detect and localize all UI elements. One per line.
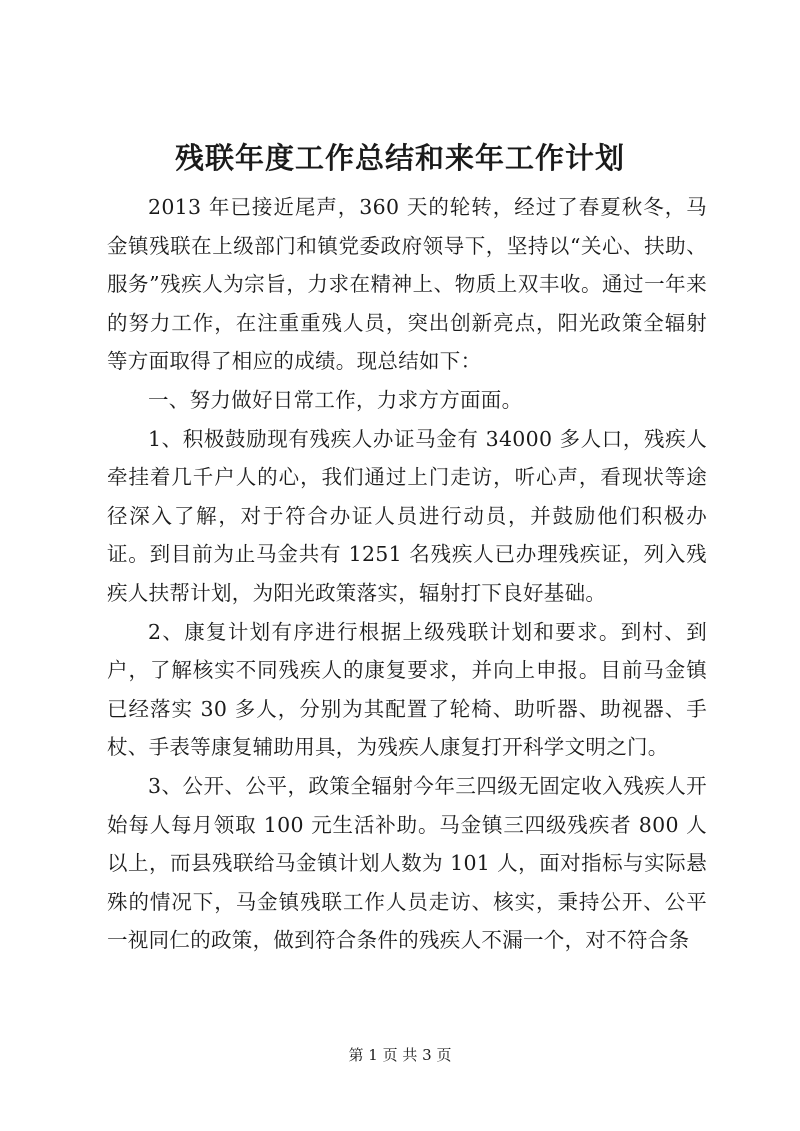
paragraph-section-heading: 一、努力做好日常工作，力求方方面面。	[148, 387, 523, 412]
document-title: 残联年度工作总结和来年工作计划	[174, 141, 625, 175]
paragraph-item-2: 2、康复计划有序进行根据上级残联计划和要求。到村、到户，了解核实不同残疾人的康复要求，并向上申报。目前马金镇已经落实 30 多人，分别为其配置了轮椅、助听器、助视器、手杖、手表等康复辅助用具，为残疾人康复打开科学文明之门。	[107, 619, 707, 760]
paragraph-item-3: 3、公开、公平，政策全辐射今年三四级无固定收入残疾人开始每人每月领取 100 元生活补助。马金镇三四级残疾者 800 人以上，而县残联给马金镇计划人数为 101 人，面对指标与实际悬殊的情况下，马金镇残联工作人员走访、核实，秉持公开、公平一视同仁的政策，做到符合条件的残疾人不漏一个，对不符合条	[107, 773, 707, 953]
paragraph-intro: 2013 年已接近尾声，360 天的轮转，经过了春夏秋冬，马金镇残联在上级部门和镇党委政府领导下，坚持以“关心、扶助、服务”残疾人为宗旨，力求在精神上、物质上双丰收。通过一年来的努力工作，在注重重残人员，突出创新亮点，阳光政策全辐射等方面取得了相应的成绩。现总结如下：	[107, 195, 707, 374]
page-indicator: 第 1 页 共 3 页	[348, 1046, 452, 1064]
document-body	[107, 188, 707, 960]
paragraph-item-1: 1、积极鼓励现有残疾人办证马金有 34000 多人口，残疾人牵挂着几千户人的心，我们通过上门走访，听心声，看现状等途径深入了解，对于符合办证人员进行动员，并鼓励他们积极办证。到目前为止马金共有 1251 名残疾人已办理残疾证，列入残疾人扶帮计划，为阳光政策落实，辐射打下良好基础。	[107, 426, 707, 605]
